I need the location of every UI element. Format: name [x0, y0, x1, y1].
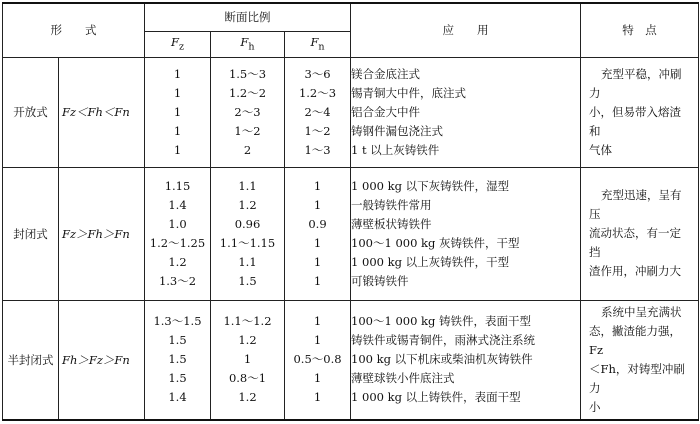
header-form: 形 式 — [3, 3, 145, 57]
application-item: 1 000 kg 以上灰铸铁件，干型 — [351, 254, 510, 269]
value: 1 — [243, 352, 252, 367]
value: 1.1～1.2 — [223, 314, 272, 329]
value: 1.5 — [238, 273, 257, 288]
application-item: 铸铁件或锡青铜件，雨淋式浇注系统 — [351, 333, 536, 348]
value: 1 — [313, 333, 322, 348]
value: 0.8～1 — [228, 371, 267, 386]
value: 1.1～1.15 — [219, 235, 276, 250]
value: 1.3～2 — [158, 273, 197, 288]
value: 1 — [313, 235, 322, 250]
value: 1 — [173, 104, 182, 119]
application-item: 100～1 000 kg 铸铁件，表面干型 — [351, 314, 532, 329]
value: 1 — [173, 142, 182, 157]
fn-semi-closed — [285, 300, 351, 420]
value: 3～6 — [304, 66, 331, 81]
application-item: 铝合金大中件 — [351, 104, 421, 119]
value: 1 — [313, 371, 322, 386]
application-item: 镁合金底注式 — [351, 66, 421, 81]
group-open — [3, 57, 699, 167]
value: 1.2 — [238, 390, 257, 405]
feature-line: 态，撇渣能力强，Fz — [589, 323, 682, 357]
value: 2 — [243, 142, 252, 157]
value: 1.5 — [168, 333, 187, 348]
value: 0.96 — [234, 216, 261, 231]
header-fz: $F_z$ — [145, 31, 211, 57]
feature-line: 流动状态，有一定挡 — [589, 226, 682, 259]
header-fh: $F_h$ — [211, 31, 285, 57]
relation-closed: Fz＞Fh＞Fn — [59, 167, 145, 300]
value: 1.5 — [168, 371, 187, 386]
application-item: 1 000 kg 以上铸铁件，表面干型 — [351, 390, 521, 405]
value: 1 — [173, 66, 182, 81]
value: 1 — [313, 197, 322, 212]
features-semi-closed — [581, 300, 699, 420]
value: 1～2 — [234, 123, 261, 138]
relation-open: Fz＜Fh＜Fn — [59, 57, 145, 167]
value: 1.4 — [168, 390, 187, 405]
fn-closed — [285, 167, 351, 300]
feature-line: ＜Fh，对铸型冲刷力 — [589, 361, 685, 395]
fz-open — [145, 57, 211, 167]
feature-line: 充型迅速，呈有压 — [589, 188, 682, 221]
features-open — [581, 57, 699, 167]
value: 1.2～2 — [228, 85, 267, 100]
value: 1.2～3 — [298, 85, 337, 100]
value: 0.9 — [308, 216, 327, 231]
group-closed — [3, 167, 699, 300]
header-features: 特 点 — [581, 3, 699, 57]
fz-closed — [145, 167, 211, 300]
feature-line: 渣作用，冲刷力大 — [589, 264, 682, 278]
application-item: 可锻铸铁件 — [351, 273, 409, 288]
application-open — [351, 57, 581, 167]
application-semi-closed — [351, 300, 581, 420]
value: 1 — [173, 123, 182, 138]
type-open: 开放式 — [3, 57, 59, 167]
application-item: 1 t 以上灰铸铁件 — [351, 142, 440, 157]
relation-semi-closed: Fh＞Fz＞Fn — [59, 300, 145, 420]
value: 1 — [313, 254, 322, 269]
fn-open — [285, 57, 351, 167]
application-closed — [351, 167, 581, 300]
features-closed — [581, 167, 699, 300]
value: 1.4 — [168, 197, 187, 212]
application-item: 1 000 kg 以下灰铸铁件，湿型 — [351, 178, 510, 193]
application-item: 100～1 000 kg 灰铸铁件，干型 — [351, 235, 520, 250]
fz-semi-closed — [145, 300, 211, 420]
value: 1 — [313, 273, 322, 288]
value: 1 — [313, 178, 322, 193]
value: 2～3 — [234, 104, 261, 119]
application-item: 一般铸铁件常用 — [351, 197, 432, 212]
value: 1～2 — [304, 123, 331, 138]
application-item: 铸钢件漏包浇注式 — [351, 123, 444, 138]
value: 2～4 — [304, 104, 331, 119]
fh-closed — [211, 167, 285, 300]
feature-line: 充型平稳，冲刷力 — [589, 66, 682, 100]
value: 1 — [173, 85, 182, 100]
value: 1.2 — [238, 333, 257, 348]
value: 1.2 — [168, 254, 187, 269]
value: 1.0 — [168, 216, 187, 231]
value: 1.2～1.25 — [149, 235, 206, 250]
value: 1.1 — [238, 178, 257, 193]
header-row — [3, 3, 699, 31]
value: 1～3 — [304, 142, 331, 157]
value: 1.2 — [238, 197, 257, 212]
feature-line: 小，但易带入熔渣和 — [589, 104, 682, 138]
gating-ratio-table — [2, 2, 699, 421]
value: 1 — [313, 314, 322, 329]
header-ratio: 断面比例 — [145, 3, 351, 31]
application-item: 锡青铜大中件，底注式 — [351, 85, 467, 100]
feature-line: 气体 — [589, 142, 613, 157]
feature-line: 系统中呈充满状 — [601, 304, 682, 319]
value: 1 — [313, 390, 322, 405]
type-closed: 封闭式 — [3, 167, 59, 300]
application-item: 薄壁板状铸铁件 — [351, 216, 432, 231]
fh-open — [211, 57, 285, 167]
header-fn: $F_n$ — [285, 31, 351, 57]
group-semi-closed — [3, 300, 699, 420]
fh-semi-closed — [211, 300, 285, 420]
value: 1.3～1.5 — [153, 314, 202, 329]
value: 1.5～3 — [228, 66, 267, 81]
header-application: 应 用 — [351, 3, 581, 57]
value: 0.5～0.8 — [293, 352, 342, 367]
application-item: 薄壁球铁小件底注式 — [351, 371, 455, 386]
value: 1.1 — [238, 254, 257, 269]
value: 1.5 — [168, 352, 187, 367]
application-item: 100 kg 以下机床或柴油机灰铸铁件 — [351, 352, 533, 367]
value: 1.15 — [164, 178, 191, 193]
type-semi-closed: 半封闭式 — [3, 300, 59, 420]
feature-line: 小 — [589, 399, 601, 414]
